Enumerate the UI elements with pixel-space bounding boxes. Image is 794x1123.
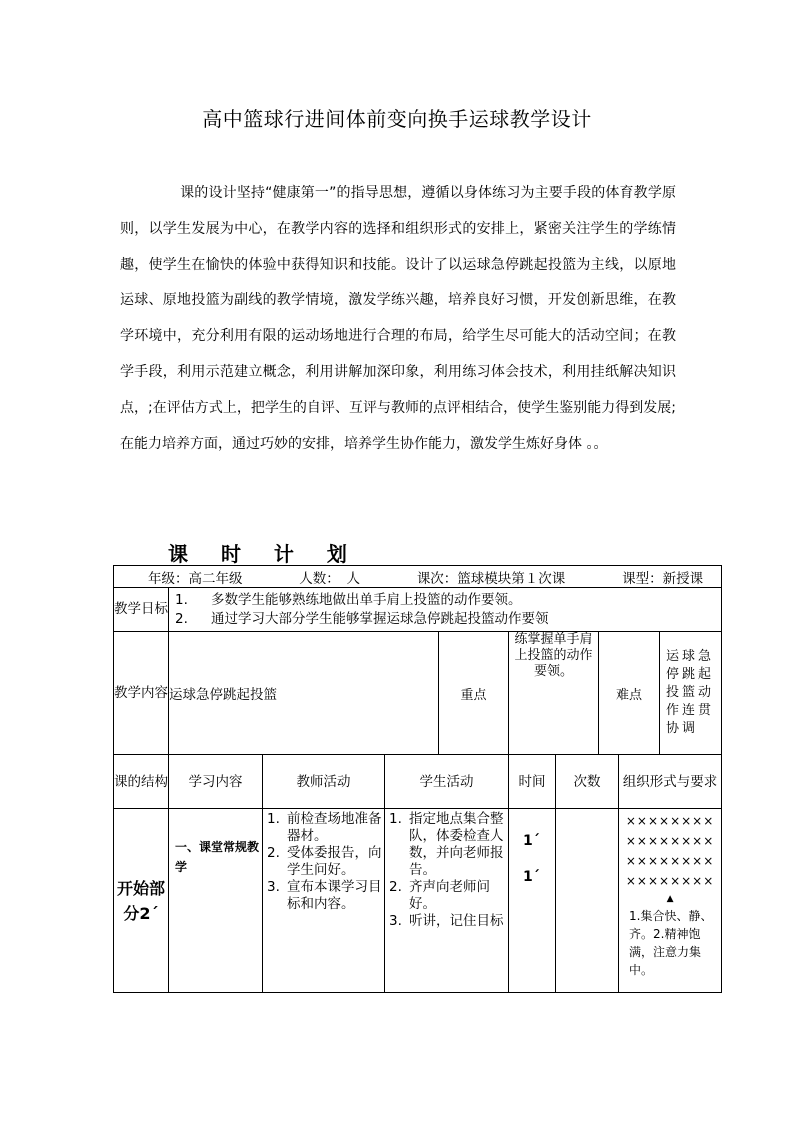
goals-label: 教学日标 [114,588,169,632]
content-text: 运球急停跳起投篮 [169,632,439,755]
org-formation [619,809,721,979]
goal-item: 1. 多数学生能够熟练地做出单手肩上投篮的动作要领。 [175,591,522,608]
header-row [114,566,722,588]
start-part-label: 开始部分2ˊ [114,809,169,993]
time-cell [509,809,556,993]
col-teacher: 教师活动 [263,755,385,809]
col-learning: 学习内容 [169,755,263,809]
col-student: 学生活动 [385,755,509,809]
student-activity-cell [385,809,509,993]
time-values [509,809,555,895]
plan-title: 课 时 计 划 [168,542,360,566]
student-activity-list [385,809,508,930]
org-cell [619,809,722,993]
col-time: 时间 [509,755,556,809]
teacher-position-icon: ▲ [666,894,674,904]
goals-row [114,588,722,632]
formation-row: ×××××××× [625,874,715,888]
org-requirements: 1.集合快、静、齐。2.精神饱满，注意力集中。 [629,909,713,977]
teacher-activity-list [263,809,384,913]
intro-paragraph [120,176,676,462]
key-point-text: 练掌握单手肩上投篮的动作要领。 [509,632,599,755]
lesson-plan-table [113,565,722,993]
col-structure: 课的结构 [114,755,169,809]
lesson-number: 课次：篮球模块第１次课 [416,570,566,587]
start-learning: 一、课堂常规教学 [175,840,260,874]
col-org: 组织形式与要求 [619,755,722,809]
content-row [114,632,722,755]
formation-row: ×××××××× [625,854,715,868]
student-count: 人数： 人 [299,570,361,587]
formation-row: ×××××××× [625,814,715,828]
goals-list [169,588,722,632]
teacher-activity-item: 1. 前检查场地准备器材。 [267,811,382,844]
grade: 年级：高二年级 [148,570,243,587]
time-value: 1ˊ [523,833,540,849]
student-activity-item: 3. 听讲，记住目标 [389,913,504,929]
goal-item: 2. 通过学习大部分学生能够掌握运球急停跳起投篮动作要领 [175,610,549,627]
student-activity-item: 2. 齐声向老师问好。 [389,879,490,912]
teacher-activity-item: 2. 受体委报告，向学生问好。 [267,845,382,878]
start-part-row [114,809,722,993]
intro-text: 课的设计坚持“健康第一”的指导思想，遵循以身体练习为主要手段的体育教学原则，以学生发展为中心，在教学内容的选择和组织形式的安排上，紧密关注学生的学练情趣，使学生在愉快的体验中获得知识和技能。设计了以运球急停跳起投篮为主线，以原地运球、原地投篮为副线的教学情境，激发学练兴趣，培养良好习惯，开发创新思维，在教学环境中，充分利用有限的运动场地进行合理的布局，给学生尽可能大的活动空间；在教学手段，利用示范建立概念，利用讲解加深印象，利用练习体会技术，利用挂纸解决知识点，;在评估方式上，把学生的自评、互评与教师的点评相结合，使学生鉴别能力得到发展;在能力培养方面，通过巧妙的安排，培养学生协作能力，激发学生炼好身体 。。 [120,185,676,452]
lesson-type: 课型：新授课 [622,570,704,587]
student-activity-item: 1. 指定地点集合整队，体委检查人数，并向老师报告。 [389,811,504,878]
formation-row: ×××××××× [625,834,715,848]
difficulty-text: 运球急停跳起投篮动作连贯协调 [666,649,715,736]
content-label: 教学内容 [114,632,169,755]
key-point-label: 重点 [439,632,509,755]
col-count: 次数 [556,755,619,809]
time-value: 1ˊ [523,869,540,885]
count-cell [556,809,619,993]
column-header-row [114,755,722,809]
document-title: 高中篮球行进间体前变向换手运球教学设计 [202,107,592,131]
teacher-activity-item: 3. 宣布本课学习目标和内容。 [267,879,382,912]
difficulty-group [599,632,722,755]
teacher-activity-cell [263,809,385,993]
start-learning-cell [169,809,263,993]
difficulty-label: 难点 [599,632,660,754]
